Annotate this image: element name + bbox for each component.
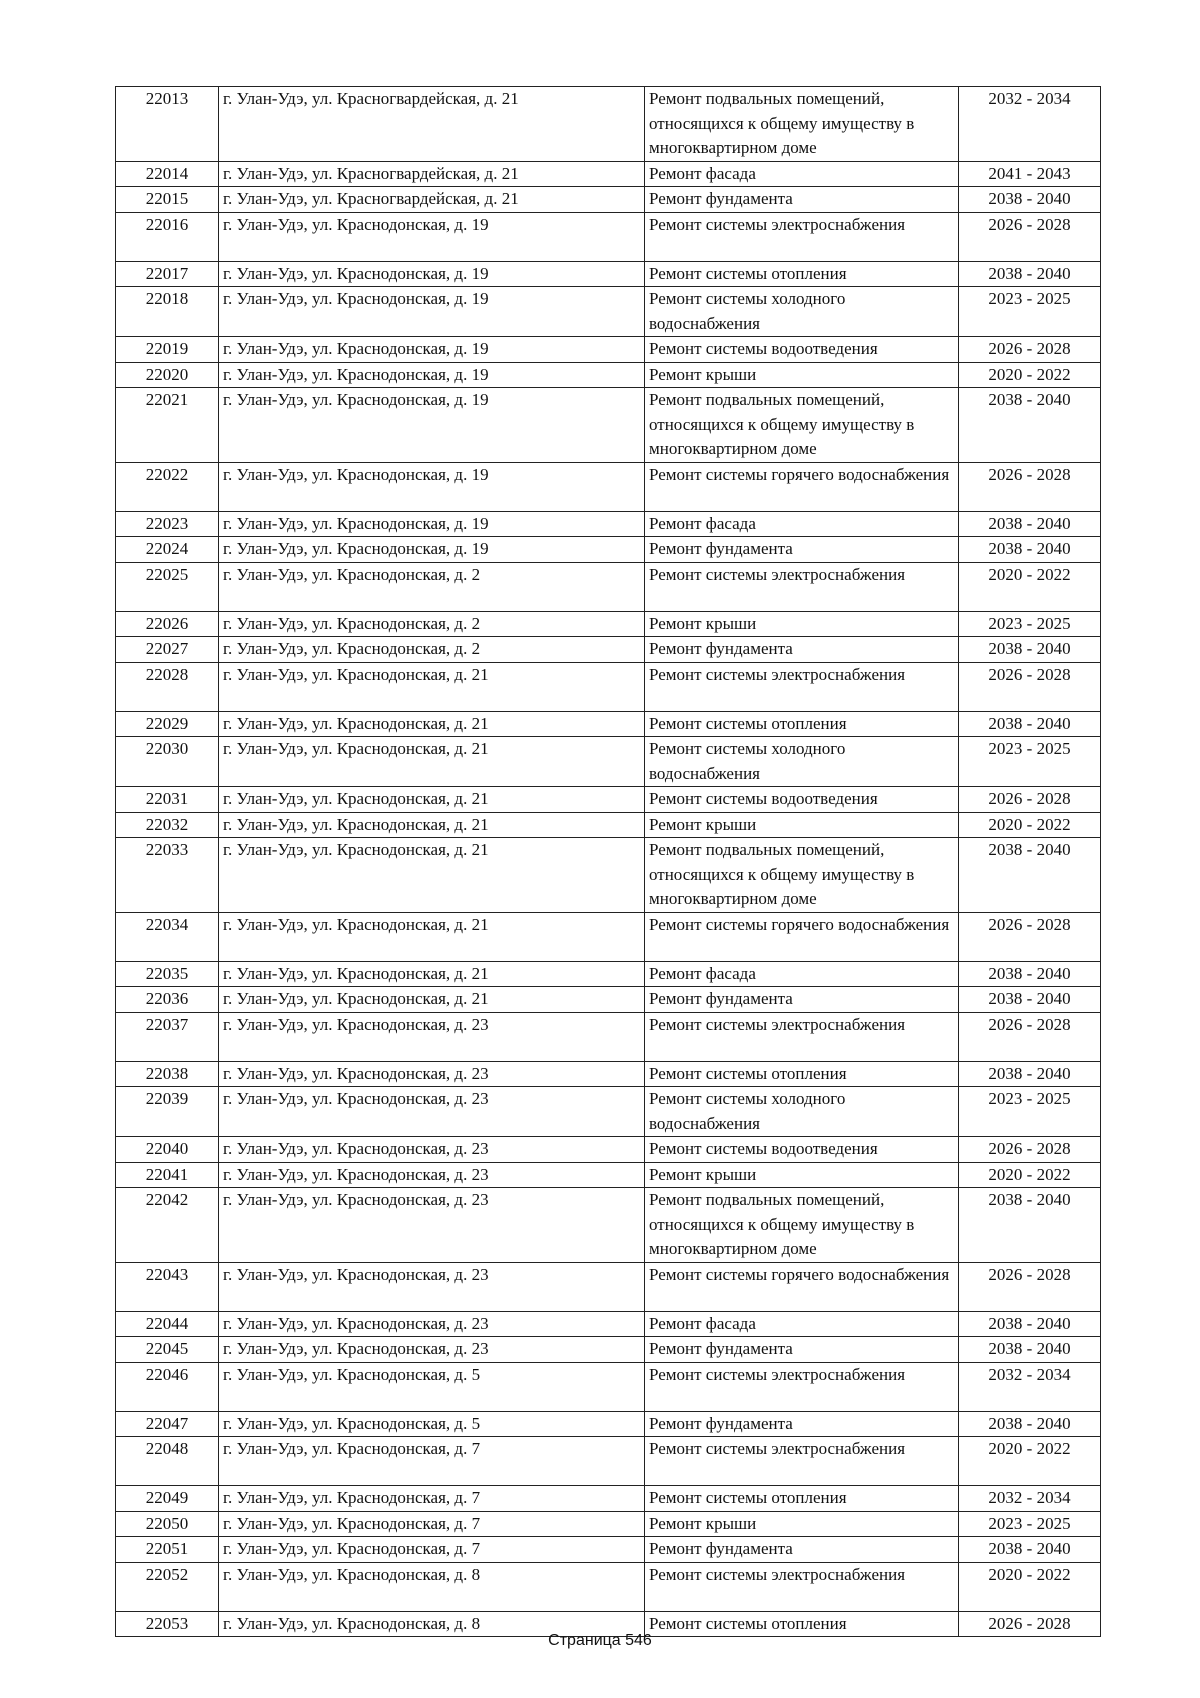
address-cell: г. Улан-Удэ, ул. Краснодонская, д. 19 <box>219 388 645 463</box>
row-number-cell: 22051 <box>116 1537 219 1563</box>
address-cell: г. Улан-Удэ, ул. Краснодонская, д. 19 <box>219 261 645 287</box>
work-type-cell: Ремонт системы горячего водоснабжения <box>645 462 959 511</box>
row-number-cell: 22038 <box>116 1061 219 1087</box>
address-cell: г. Улан-Удэ, ул. Краснодонская, д. 23 <box>219 1262 645 1311</box>
period-cell: 2026 - 2028 <box>959 1012 1101 1061</box>
work-type-cell: Ремонт фундамента <box>645 1337 959 1363</box>
period-cell: 2038 - 2040 <box>959 987 1101 1013</box>
period-cell: 2023 - 2025 <box>959 287 1101 337</box>
period-cell: 2026 - 2028 <box>959 1137 1101 1163</box>
table-row <box>116 1137 1101 1163</box>
table-row <box>116 1437 1101 1486</box>
period-cell: 2026 - 2028 <box>959 662 1101 711</box>
work-type-cell: Ремонт системы водоотведения <box>645 337 959 363</box>
table-row <box>116 1562 1101 1611</box>
table-row <box>116 161 1101 187</box>
work-type-cell: Ремонт системы электроснабжения <box>645 1562 959 1611</box>
work-type-cell: Ремонт системы горячего водоснабжения <box>645 1262 959 1311</box>
address-cell: г. Улан-Удэ, ул. Красногвардейская, д. 21 <box>219 187 645 213</box>
row-number-cell: 22032 <box>116 812 219 838</box>
address-cell: г. Улан-Удэ, ул. Красногвардейская, д. 21 <box>219 87 645 162</box>
address-cell: г. Улан-Удэ, ул. Краснодонская, д. 21 <box>219 711 645 737</box>
address-cell: г. Улан-Удэ, ул. Краснодонская, д. 19 <box>219 337 645 363</box>
work-type-cell: Ремонт подвальных помещений, относящихся к общему имуществу в многоквартирном доме <box>645 838 959 913</box>
address-cell: г. Улан-Удэ, ул. Краснодонская, д. 21 <box>219 838 645 913</box>
table-row <box>116 1511 1101 1537</box>
row-number-cell: 22046 <box>116 1362 219 1411</box>
work-type-cell: Ремонт системы холодного водоснабжения <box>645 1087 959 1137</box>
period-cell: 2020 - 2022 <box>959 362 1101 388</box>
table-row <box>116 337 1101 363</box>
row-number-cell: 22025 <box>116 562 219 611</box>
address-cell: г. Улан-Удэ, ул. Краснодонская, д. 7 <box>219 1511 645 1537</box>
row-number-cell: 22043 <box>116 1262 219 1311</box>
table-row <box>116 912 1101 961</box>
address-cell: г. Улан-Удэ, ул. Краснодонская, д. 23 <box>219 1137 645 1163</box>
period-cell: 2038 - 2040 <box>959 838 1101 913</box>
table-row <box>116 187 1101 213</box>
work-type-cell: Ремонт фасада <box>645 161 959 187</box>
row-number-cell: 22036 <box>116 987 219 1013</box>
period-cell: 2038 - 2040 <box>959 187 1101 213</box>
row-number-cell: 22016 <box>116 212 219 261</box>
address-cell: г. Улан-Удэ, ул. Краснодонская, д. 23 <box>219 1012 645 1061</box>
table-row <box>116 737 1101 787</box>
period-cell: 2026 - 2028 <box>959 337 1101 363</box>
period-cell: 2038 - 2040 <box>959 1311 1101 1337</box>
address-cell: г. Улан-Удэ, ул. Краснодонская, д. 21 <box>219 787 645 813</box>
row-number-cell: 22048 <box>116 1437 219 1486</box>
address-cell: г. Улан-Удэ, ул. Краснодонская, д. 19 <box>219 362 645 388</box>
table-row <box>116 1362 1101 1411</box>
work-type-cell: Ремонт крыши <box>645 1162 959 1188</box>
work-type-cell: Ремонт фасада <box>645 1311 959 1337</box>
table-row <box>116 838 1101 913</box>
period-cell: 2038 - 2040 <box>959 1337 1101 1363</box>
repair-schedule-table <box>115 86 1101 1637</box>
address-cell: г. Улан-Удэ, ул. Краснодонская, д. 19 <box>219 537 645 563</box>
row-number-cell: 22029 <box>116 711 219 737</box>
row-number-cell: 22044 <box>116 1311 219 1337</box>
address-cell: г. Улан-Удэ, ул. Краснодонская, д. 21 <box>219 987 645 1013</box>
period-cell: 2038 - 2040 <box>959 511 1101 537</box>
row-number-cell: 22027 <box>116 637 219 663</box>
work-type-cell: Ремонт системы электроснабжения <box>645 562 959 611</box>
table-row <box>116 1012 1101 1061</box>
work-type-cell: Ремонт крыши <box>645 611 959 637</box>
address-cell: г. Улан-Удэ, ул. Краснодонская, д. 21 <box>219 912 645 961</box>
work-type-cell: Ремонт фасада <box>645 511 959 537</box>
work-type-cell: Ремонт фундамента <box>645 537 959 563</box>
work-type-cell: Ремонт системы электроснабжения <box>645 1362 959 1411</box>
table-row <box>116 1537 1101 1563</box>
row-number-cell: 22037 <box>116 1012 219 1061</box>
address-cell: г. Улан-Удэ, ул. Краснодонская, д. 2 <box>219 611 645 637</box>
row-number-cell: 22035 <box>116 961 219 987</box>
period-cell: 2038 - 2040 <box>959 388 1101 463</box>
work-type-cell: Ремонт системы отопления <box>645 711 959 737</box>
work-type-cell: Ремонт системы электроснабжения <box>645 1437 959 1486</box>
period-cell: 2026 - 2028 <box>959 1611 1101 1637</box>
period-cell: 2038 - 2040 <box>959 711 1101 737</box>
table-row <box>116 637 1101 663</box>
work-type-cell: Ремонт крыши <box>645 362 959 388</box>
table-row <box>116 1337 1101 1363</box>
row-number-cell: 22017 <box>116 261 219 287</box>
period-cell: 2023 - 2025 <box>959 611 1101 637</box>
table-row <box>116 261 1101 287</box>
period-cell: 2020 - 2022 <box>959 812 1101 838</box>
period-cell: 2038 - 2040 <box>959 537 1101 563</box>
work-type-cell: Ремонт крыши <box>645 812 959 838</box>
work-type-cell: Ремонт фундамента <box>645 187 959 213</box>
address-cell: г. Улан-Удэ, ул. Краснодонская, д. 23 <box>219 1188 645 1263</box>
period-cell: 2026 - 2028 <box>959 212 1101 261</box>
period-cell: 2038 - 2040 <box>959 1411 1101 1437</box>
table-row <box>116 388 1101 463</box>
address-cell: г. Улан-Удэ, ул. Краснодонская, д. 2 <box>219 562 645 611</box>
row-number-cell: 22019 <box>116 337 219 363</box>
address-cell: г. Улан-Удэ, ул. Краснодонская, д. 21 <box>219 961 645 987</box>
address-cell: г. Улан-Удэ, ул. Краснодонская, д. 5 <box>219 1411 645 1437</box>
address-cell: г. Улан-Удэ, ул. Краснодонская, д. 23 <box>219 1311 645 1337</box>
address-cell: г. Улан-Удэ, ул. Краснодонская, д. 7 <box>219 1537 645 1563</box>
address-cell: г. Улан-Удэ, ул. Красногвардейская, д. 21 <box>219 161 645 187</box>
period-cell: 2038 - 2040 <box>959 637 1101 663</box>
address-cell: г. Улан-Удэ, ул. Краснодонская, д. 19 <box>219 212 645 261</box>
period-cell: 2032 - 2034 <box>959 1362 1101 1411</box>
row-number-cell: 22045 <box>116 1337 219 1363</box>
table-body <box>116 87 1101 1637</box>
work-type-cell: Ремонт системы водоотведения <box>645 787 959 813</box>
period-cell: 2026 - 2028 <box>959 787 1101 813</box>
work-type-cell: Ремонт системы водоотведения <box>645 1137 959 1163</box>
row-number-cell: 22033 <box>116 838 219 913</box>
row-number-cell: 22020 <box>116 362 219 388</box>
period-cell: 2020 - 2022 <box>959 1562 1101 1611</box>
table-row <box>116 562 1101 611</box>
table-row <box>116 1411 1101 1437</box>
row-number-cell: 22031 <box>116 787 219 813</box>
address-cell: г. Улан-Удэ, ул. Краснодонская, д. 7 <box>219 1437 645 1486</box>
work-type-cell: Ремонт подвальных помещений, относящихся к общему имуществу в многоквартирном доме <box>645 388 959 463</box>
row-number-cell: 22052 <box>116 1562 219 1611</box>
address-cell: г. Улан-Удэ, ул. Краснодонская, д. 19 <box>219 462 645 511</box>
row-number-cell: 22023 <box>116 511 219 537</box>
address-cell: г. Улан-Удэ, ул. Краснодонская, д. 19 <box>219 287 645 337</box>
row-number-cell: 22049 <box>116 1486 219 1512</box>
work-type-cell: Ремонт системы отопления <box>645 1061 959 1087</box>
table-row <box>116 1087 1101 1137</box>
work-type-cell: Ремонт фундамента <box>645 637 959 663</box>
row-number-cell: 22018 <box>116 287 219 337</box>
table-row <box>116 711 1101 737</box>
work-type-cell: Ремонт системы холодного водоснабжения <box>645 737 959 787</box>
period-cell: 2038 - 2040 <box>959 1188 1101 1263</box>
row-number-cell: 22028 <box>116 662 219 711</box>
period-cell: 2020 - 2022 <box>959 1162 1101 1188</box>
row-number-cell: 22053 <box>116 1611 219 1637</box>
table-row <box>116 662 1101 711</box>
period-cell: 2038 - 2040 <box>959 261 1101 287</box>
page-number: Страница 546 <box>548 1632 652 1649</box>
row-number-cell: 22030 <box>116 737 219 787</box>
address-cell: г. Улан-Удэ, ул. Краснодонская, д. 21 <box>219 737 645 787</box>
work-type-cell: Ремонт подвальных помещений, относящихся к общему имуществу в многоквартирном доме <box>645 87 959 162</box>
period-cell: 2026 - 2028 <box>959 912 1101 961</box>
period-cell: 2032 - 2034 <box>959 87 1101 162</box>
table-row <box>116 1162 1101 1188</box>
work-type-cell: Ремонт системы отопления <box>645 261 959 287</box>
table-row <box>116 987 1101 1013</box>
address-cell: г. Улан-Удэ, ул. Краснодонская, д. 8 <box>219 1611 645 1637</box>
period-cell: 2020 - 2022 <box>959 562 1101 611</box>
row-number-cell: 22022 <box>116 462 219 511</box>
table-row <box>116 212 1101 261</box>
table-row <box>116 1262 1101 1311</box>
table-row <box>116 787 1101 813</box>
row-number-cell: 22026 <box>116 611 219 637</box>
row-number-cell: 22013 <box>116 87 219 162</box>
period-cell: 2041 - 2043 <box>959 161 1101 187</box>
table-row <box>116 537 1101 563</box>
work-type-cell: Ремонт фасада <box>645 961 959 987</box>
row-number-cell: 22014 <box>116 161 219 187</box>
work-type-cell: Ремонт системы электроснабжения <box>645 1012 959 1061</box>
row-number-cell: 22034 <box>116 912 219 961</box>
period-cell: 2038 - 2040 <box>959 961 1101 987</box>
period-cell: 2026 - 2028 <box>959 1262 1101 1311</box>
work-type-cell: Ремонт системы электроснабжения <box>645 212 959 261</box>
work-type-cell: Ремонт системы горячего водоснабжения <box>645 912 959 961</box>
work-type-cell: Ремонт системы электроснабжения <box>645 662 959 711</box>
row-number-cell: 22039 <box>116 1087 219 1137</box>
table-row <box>116 287 1101 337</box>
row-number-cell: 22041 <box>116 1162 219 1188</box>
row-number-cell: 22015 <box>116 187 219 213</box>
row-number-cell: 22050 <box>116 1511 219 1537</box>
period-cell: 2023 - 2025 <box>959 1087 1101 1137</box>
table-row <box>116 362 1101 388</box>
table-row <box>116 87 1101 162</box>
table-row <box>116 611 1101 637</box>
period-cell: 2038 - 2040 <box>959 1061 1101 1087</box>
period-cell: 2020 - 2022 <box>959 1437 1101 1486</box>
address-cell: г. Улан-Удэ, ул. Краснодонская, д. 21 <box>219 812 645 838</box>
address-cell: г. Улан-Удэ, ул. Краснодонская, д. 19 <box>219 511 645 537</box>
row-number-cell: 22040 <box>116 1137 219 1163</box>
row-number-cell: 22021 <box>116 388 219 463</box>
work-type-cell: Ремонт системы отопления <box>645 1611 959 1637</box>
period-cell: 2023 - 2025 <box>959 1511 1101 1537</box>
period-cell: 2026 - 2028 <box>959 462 1101 511</box>
table-row <box>116 1486 1101 1512</box>
address-cell: г. Улан-Удэ, ул. Краснодонская, д. 2 <box>219 637 645 663</box>
row-number-cell: 22024 <box>116 537 219 563</box>
address-cell: г. Улан-Удэ, ул. Краснодонская, д. 23 <box>219 1337 645 1363</box>
table-row <box>116 1061 1101 1087</box>
work-type-cell: Ремонт фундамента <box>645 987 959 1013</box>
work-type-cell: Ремонт фундамента <box>645 1537 959 1563</box>
period-cell: 2023 - 2025 <box>959 737 1101 787</box>
table-row <box>116 462 1101 511</box>
address-cell: г. Улан-Удэ, ул. Краснодонская, д. 23 <box>219 1087 645 1137</box>
table-row <box>116 1188 1101 1263</box>
address-cell: г. Улан-Удэ, ул. Краснодонская, д. 21 <box>219 662 645 711</box>
work-type-cell: Ремонт крыши <box>645 1511 959 1537</box>
work-type-cell: Ремонт системы отопления <box>645 1486 959 1512</box>
address-cell: г. Улан-Удэ, ул. Краснодонская, д. 5 <box>219 1362 645 1411</box>
address-cell: г. Улан-Удэ, ул. Краснодонская, д. 23 <box>219 1162 645 1188</box>
work-type-cell: Ремонт подвальных помещений, относящихся к общему имуществу в многоквартирном доме <box>645 1188 959 1263</box>
table-row <box>116 511 1101 537</box>
table-row <box>116 961 1101 987</box>
table-row <box>116 1311 1101 1337</box>
table-row <box>116 812 1101 838</box>
period-cell: 2032 - 2034 <box>959 1486 1101 1512</box>
address-cell: г. Улан-Удэ, ул. Краснодонская, д. 7 <box>219 1486 645 1512</box>
work-type-cell: Ремонт фундамента <box>645 1411 959 1437</box>
period-cell: 2038 - 2040 <box>959 1537 1101 1563</box>
work-type-cell: Ремонт системы холодного водоснабжения <box>645 287 959 337</box>
row-number-cell: 22042 <box>116 1188 219 1263</box>
address-cell: г. Улан-Удэ, ул. Краснодонская, д. 23 <box>219 1061 645 1087</box>
row-number-cell: 22047 <box>116 1411 219 1437</box>
address-cell: г. Улан-Удэ, ул. Краснодонская, д. 8 <box>219 1562 645 1611</box>
